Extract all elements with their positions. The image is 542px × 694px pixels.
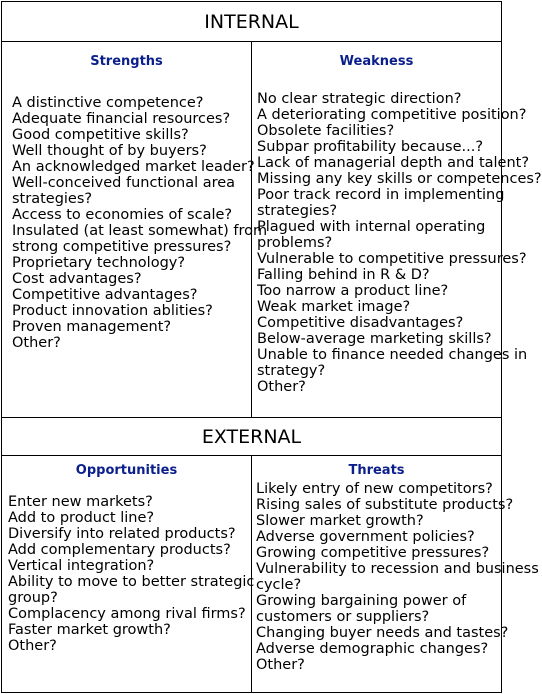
list-item: Complacency among rival firms? [8, 606, 246, 622]
list-item: Cost advantages? [12, 271, 142, 287]
list-item: A distinctive competence? [12, 95, 204, 111]
list-item: strong competitive pressures? [12, 239, 232, 255]
list-item: Growing competitive pressures? [256, 545, 490, 561]
list-item: Competitive advantages? [12, 287, 198, 303]
list-item: Add to product line? [8, 510, 155, 526]
opportunities-cell [1, 455, 255, 693]
list-item: No clear strategic direction? [257, 91, 462, 107]
internal-header [1, 1, 502, 42]
threats-cell [251, 455, 539, 693]
list-item: strategies? [257, 203, 338, 219]
list-item: Adequate financial resources? [12, 111, 231, 127]
list-item: Other? [12, 335, 61, 351]
list-item: Add complementary products? [8, 542, 231, 558]
list-item: strategy? [257, 363, 326, 379]
opportunities-list [8, 494, 254, 654]
list-item: problems? [257, 235, 333, 251]
list-item: Well thought of by buyers? [12, 143, 207, 159]
external-title: EXTERNAL [201, 425, 302, 448]
threats-list [256, 481, 539, 673]
list-item: Plagued with internal operating [257, 219, 486, 235]
list-item: Too narrow a product line? [257, 283, 449, 299]
weakness-cell [251, 41, 542, 418]
list-item: Insulated (at least somewhat) from [12, 223, 268, 239]
list-item: Diversify into related products? [8, 526, 236, 542]
list-item: Growing bargaining power of [256, 593, 467, 609]
list-item: Proprietary technology? [12, 255, 186, 271]
list-item: Vulnerability to recession and business [256, 561, 539, 577]
list-item: Access to economies of scale? [12, 207, 233, 223]
list-item: Unable to finance needed changes in [257, 347, 528, 363]
list-item: Missing any key skills or competences? [257, 171, 542, 187]
list-item: Likely entry of new competitors? [256, 481, 493, 497]
list-item: Subpar profitability because...? [257, 139, 484, 155]
list-item: Other? [8, 638, 57, 654]
list-item: group? [8, 590, 58, 606]
list-item: A deteriorating competitive position? [257, 107, 527, 123]
list-item: Other? [257, 379, 306, 395]
list-item: Proven management? [12, 319, 172, 335]
list-item: An acknowledged market leader? [12, 159, 255, 175]
list-item: Vulnerable to competitive pressures? [257, 251, 527, 267]
list-item: Good competitive skills? [12, 127, 189, 143]
opportunities-heading: Opportunities [75, 463, 178, 478]
weakness-list [257, 91, 542, 395]
list-item: Well-conceived functional area [12, 175, 236, 191]
list-item: customers or suppliers? [256, 609, 430, 625]
list-item: Competitive disadvantages? [257, 315, 464, 331]
list-item: Adverse demographic changes? [256, 641, 489, 657]
list-item: Changing buyer needs and tastes? [256, 625, 509, 641]
list-item: Product innovation ablities? [12, 303, 213, 319]
list-item: Ability to move to better strategic [8, 574, 255, 590]
list-item: Falling behind in R & D? [257, 267, 430, 283]
strengths-heading: Strengths [90, 54, 163, 69]
list-item: Below-average marketing skills? [257, 331, 492, 347]
list-item: Lack of managerial depth and talent? [257, 155, 530, 171]
weakness-heading: Weakness [339, 54, 414, 69]
list-item: Adverse government policies? [256, 529, 475, 545]
list-item: cycle? [256, 577, 302, 593]
list-item: Rising sales of substitute products? [256, 497, 514, 513]
list-item: Slower market growth? [256, 513, 424, 529]
list-item: strategies? [12, 191, 93, 207]
external-header [1, 417, 502, 456]
strengths-cell [1, 41, 268, 418]
list-item: Vertical integration? [8, 558, 155, 574]
internal-title: INTERNAL [204, 10, 299, 33]
list-item: Obsolete facilities? [257, 123, 395, 139]
list-item: Weak market image? [257, 299, 411, 315]
strengths-list [12, 95, 267, 351]
list-item: Faster market growth? [8, 622, 171, 638]
threats-heading: Threats [348, 463, 405, 478]
list-item: Poor track record in implementing [257, 187, 505, 203]
list-item: Enter new markets? [8, 494, 153, 510]
list-item: Other? [256, 657, 305, 673]
